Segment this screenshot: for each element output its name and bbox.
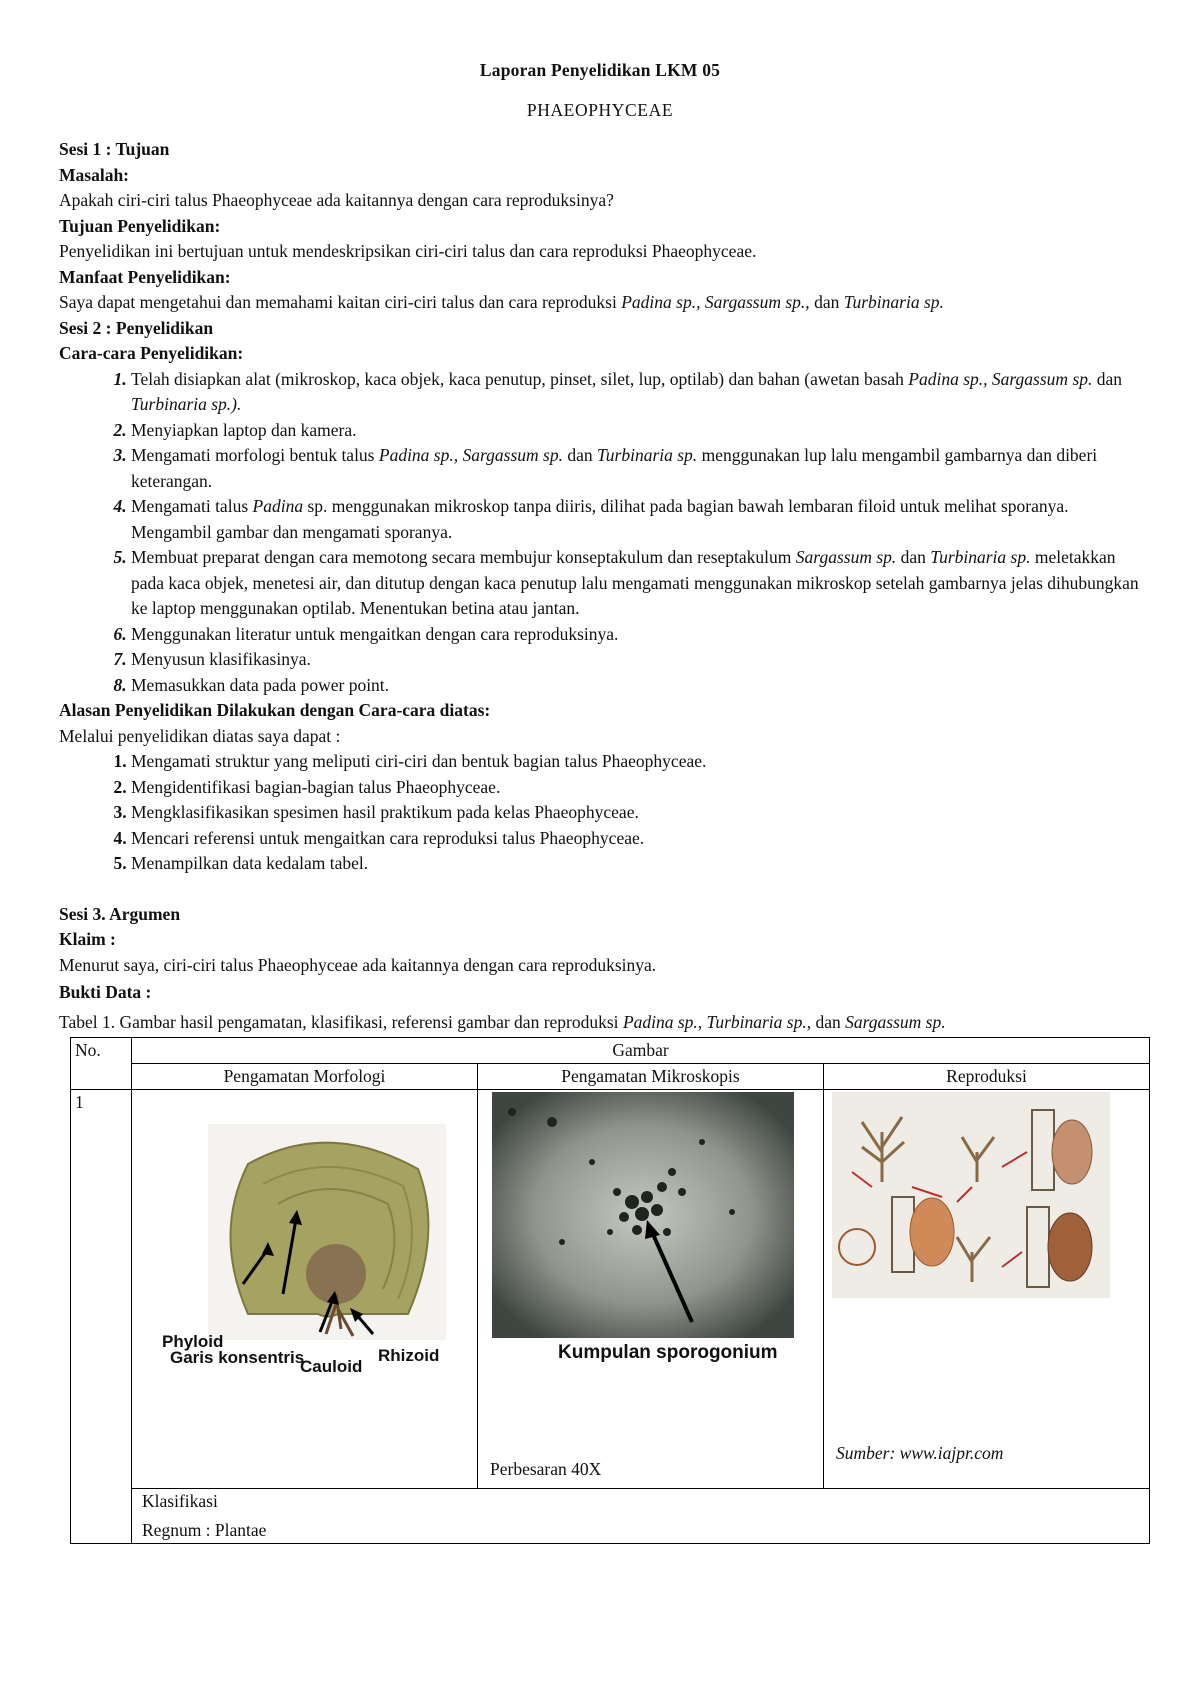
- manfaat-label: Manfaat Penyelidikan:: [59, 266, 231, 287]
- alasan-label: Alasan Penyelidikan Dilakukan dengan Cara-cara diatas:: [59, 700, 491, 720]
- list-item: 5. Menampilkan data kedalam tabel.: [131, 851, 1141, 877]
- label-cauloid: Cauloid: [300, 1357, 363, 1376]
- klaim-label: Klaim :: [59, 929, 116, 949]
- padina-morphology-image: [208, 1124, 446, 1340]
- header-gambar: Gambar: [132, 1038, 1150, 1064]
- list-item: 2. Menyiapkan laptop dan kamera.: [131, 418, 1141, 444]
- alasan-list: [59, 749, 1141, 877]
- mikroskopis-cell: [478, 1090, 824, 1489]
- list-item: 4. Mencari referensi untuk mengaitkan cara reproduksi talus Phaeophyceae.: [131, 826, 1141, 852]
- document-subtitle: PHAEOPHYCEAE: [526, 99, 674, 120]
- list-item: 2. Mengidentifikasi bagian-bagian talus Phaeophyceae.: [131, 775, 1141, 801]
- morfologi-cell: [132, 1090, 478, 1489]
- masalah-text: Apakah ciri-ciri talus Phaeophyceae ada kaitannya dengan cara reproduksinya?: [59, 190, 614, 210]
- magnification-caption: Perbesaran 40X: [490, 1459, 602, 1479]
- list-item: 1. Telah disiapkan alat (mikroskop, kaca objek, kaca penutup, pinset, silet, lup, optilab) dan bahan (awetan basah Padina sp., Sargassum sp. dan Turbinaria sp.).: [131, 367, 1141, 418]
- tujuan-text: Penyelidikan ini bertujuan untuk mendeskripsikan ciri-ciri talus dan cara reproduksi Phaeophyceae.: [59, 241, 757, 261]
- list-item: 7. Menyusun klasifikasinya.: [131, 647, 1141, 673]
- list-item: 3. Mengklasifikasikan spesimen hasil praktikum pada kelas Phaeophyceae.: [131, 800, 1141, 826]
- klaim-text: Menurut saya, ciri-ciri talus Phaeophyceae ada kaitannya dengan cara reproduksinya.: [59, 954, 657, 975]
- document-page: [59, 0, 1141, 1544]
- sesi1-heading: Sesi 1 : Tujuan: [59, 139, 170, 159]
- klasifikasi-label: Klasifikasi: [142, 1491, 218, 1511]
- header-morfologi: Pengamatan Morfologi: [132, 1064, 478, 1090]
- header-reproduksi: Reproduksi: [824, 1064, 1150, 1090]
- list-item: 3. Mengamati morfologi bentuk talus Padina sp., Sargassum sp. dan Turbinaria sp. menggunakan lup lalu mengambil gambarnya dan diberi keterangan.: [131, 443, 1141, 494]
- label-phyloid: Phyloid: [162, 1332, 224, 1351]
- data-table: [70, 1037, 1150, 1544]
- header-mikroskopis: Pengamatan Mikroskopis: [478, 1064, 824, 1090]
- regnum-text: Regnum : Plantae: [142, 1520, 267, 1540]
- document-title: Laporan Penyelidikan LKM 05: [479, 60, 721, 80]
- bukti-label: Bukti Data :: [59, 982, 152, 1002]
- klasifikasi-cell: [132, 1489, 1150, 1544]
- list-item: 8. Memasukkan data pada power point.: [131, 673, 1141, 699]
- reproduction-cycle-image: [832, 1092, 1110, 1298]
- cara-label: Cara-cara Penyelidikan:: [59, 343, 244, 363]
- sporogonium-microscope-image: [492, 1092, 794, 1338]
- label-garis-konsentris: Garis konsentris: [170, 1348, 305, 1367]
- table-caption: Tabel 1. Gambar hasil pengamatan, klasifikasi, referensi gambar dan reproduksi Padina sp., Turbinaria sp., dan Sargassum sp.: [59, 1011, 946, 1032]
- sesi3-heading: Sesi 3. Argumen: [59, 903, 181, 924]
- cara-list: [59, 367, 1141, 699]
- list-item: 1. Mengamati struktur yang meliputi ciri-ciri dan bentuk bagian talus Phaeophyceae.: [131, 749, 1141, 775]
- label-kumpulan-sporogonium: Kumpulan sporogonium: [558, 1342, 778, 1363]
- tujuan-label: Tujuan Penyelidikan:: [59, 215, 221, 236]
- masalah-label: Masalah:: [59, 164, 129, 185]
- header-no: No.: [71, 1038, 132, 1090]
- list-item: 5. Membuat preparat dengan cara memotong secara membujur konseptakulum dan reseptakulum Sargassum sp. dan Turbinaria sp. meletakkan pada kaca objek, menetesi air, dan ditutup dengan kaca penutup lalu mengamati menggunakan mikroskop setelah gambarnya jelas dihubungkan ke laptop menggunakan optilab. Menentukan betina atau jantan.: [131, 545, 1141, 622]
- label-rhizoid: Rhizoid: [378, 1346, 440, 1365]
- image-source: Sumber: www.iajpr.com: [836, 1443, 1004, 1463]
- manfaat-text: Saya dapat mengetahui dan memahami kaitan ciri-ciri talus dan cara reproduksi Padina sp., Sargassum sp., dan Turbinaria sp.: [59, 292, 944, 312]
- alasan-intro: Melalui penyelidikan diatas saya dapat :: [59, 725, 341, 746]
- sesi2-heading: Sesi 2 : Penyelidikan: [59, 317, 214, 338]
- list-item: 6. Menggunakan literatur untuk mengaitkan dengan cara reproduksinya.: [131, 622, 1141, 648]
- row-number: 1: [71, 1090, 132, 1544]
- list-item: 4. Mengamati talus Padina sp. menggunakan mikroskop tanpa diiris, dilihat pada bagian bawah lembaran filoid untuk melihat sporanya. Mengambil gambar dan mengamati sporanya.: [131, 494, 1141, 545]
- reproduksi-cell: [824, 1090, 1150, 1489]
